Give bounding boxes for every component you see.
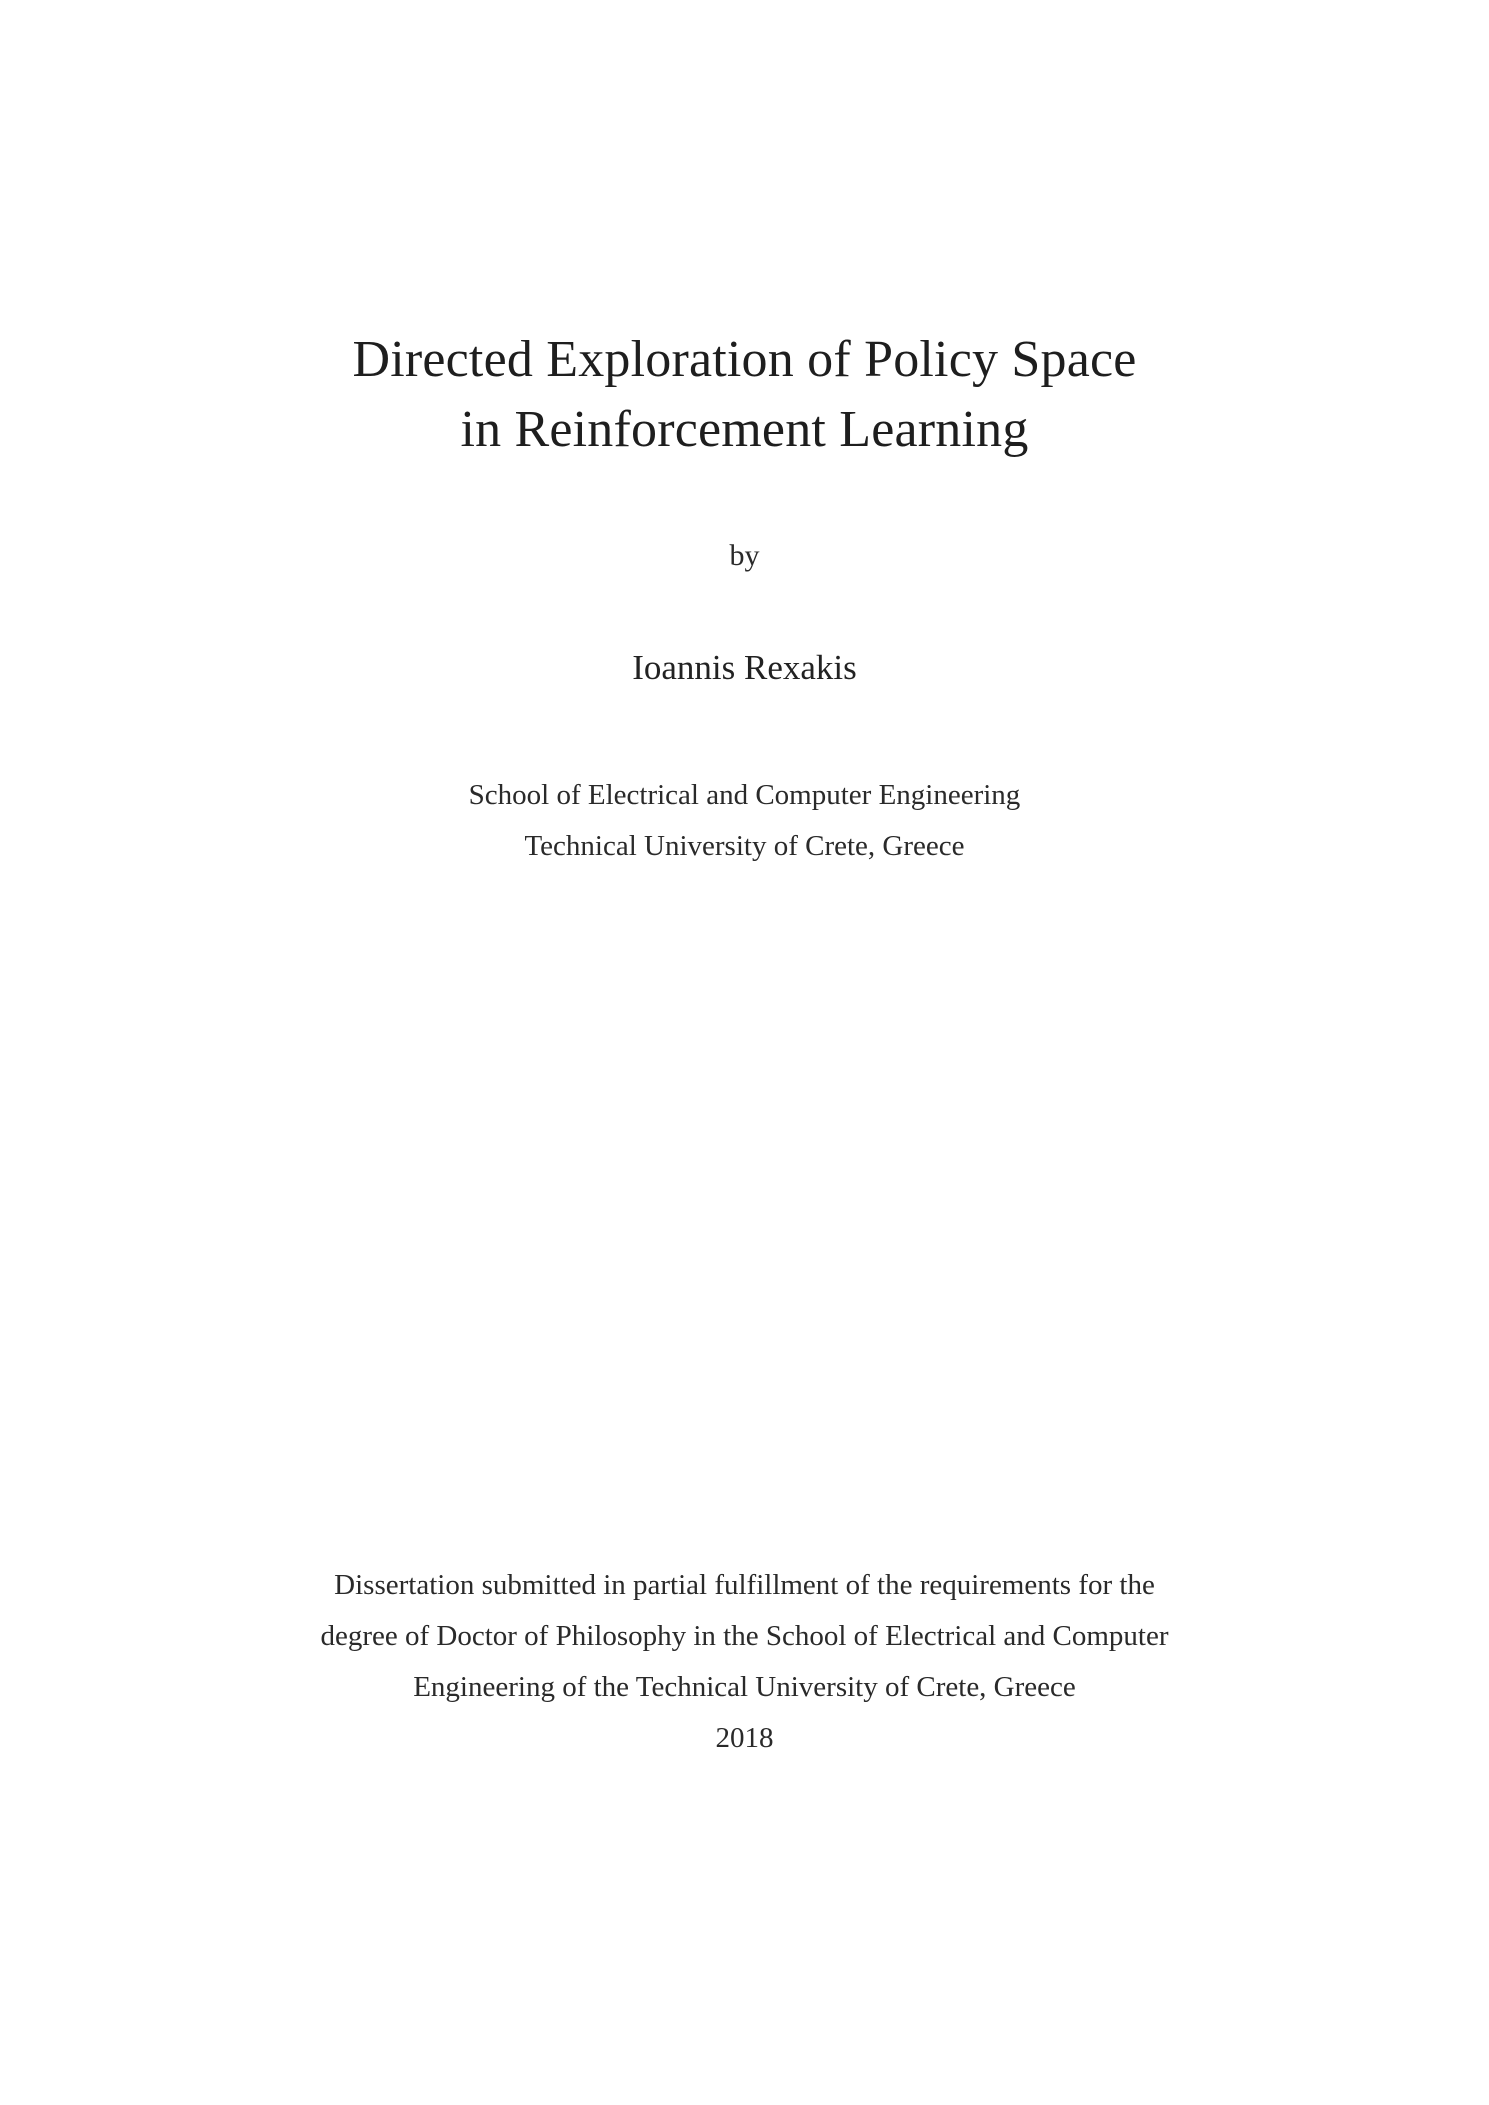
author-name: Ioannis Rexakis	[632, 648, 857, 687]
statement-line-2: degree of Doctor of Philosophy in the School of Electrical and Computer	[320, 1620, 1169, 1652]
affiliation-school: School of Electrical and Computer Engineering	[468, 779, 1021, 811]
dissertation-title	[0, 325, 1489, 465]
by-label: by	[729, 539, 760, 572]
statement-line-1: Dissertation submitted in partial fulfillment of the requirements for the	[334, 1569, 1155, 1601]
title-line-1: Directed Exploration of Policy Space	[352, 331, 1137, 388]
affiliation-university: Technical University of Crete, Greece	[524, 830, 965, 862]
submission-year: 2018	[715, 1722, 774, 1754]
affiliation	[0, 770, 1489, 872]
submission-statement	[0, 1560, 1489, 1764]
title-line-2: in Reinforcement Learning	[460, 401, 1029, 458]
statement-line-3: Engineering of the Technical University of Crete, Greece	[413, 1671, 1076, 1703]
